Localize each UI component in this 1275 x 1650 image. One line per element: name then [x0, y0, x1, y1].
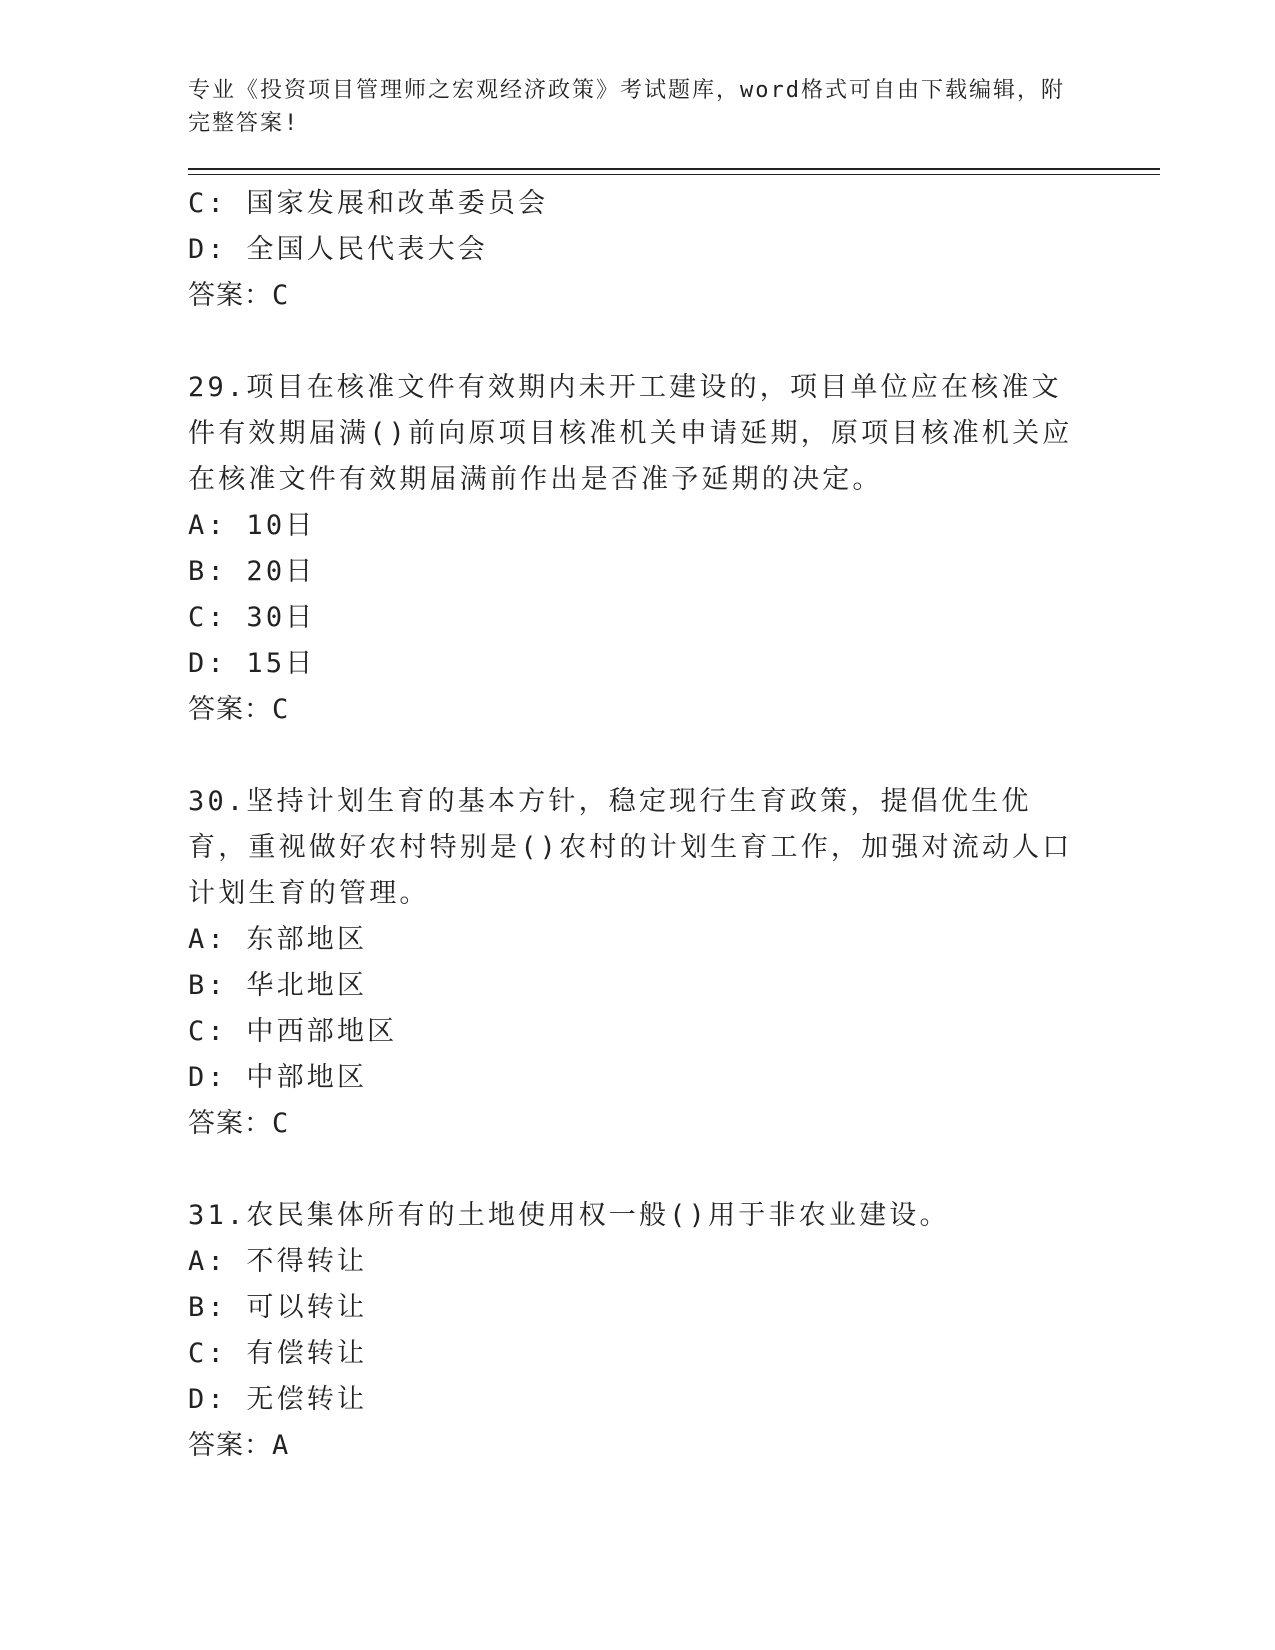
option-a: A: 10日 — [188, 510, 316, 541]
option-c: C: 中西部地区 — [188, 1016, 398, 1047]
answer: 答案：C — [188, 694, 290, 725]
spacer — [188, 733, 1158, 779]
document-page — [188, 74, 1158, 1469]
question-29 — [188, 365, 1158, 733]
option-d: D: 无偿转让 — [188, 1384, 368, 1415]
option-b: B: 可以转让 — [188, 1292, 368, 1323]
answer: 答案：A — [188, 1430, 290, 1461]
option-a: A: 不得转让 — [188, 1246, 368, 1277]
question-stem: 31.农民集体所有的土地使用权一般()用于非农业建设。 — [188, 1200, 950, 1231]
option-b: B: 华北地区 — [188, 970, 368, 1001]
question-31 — [188, 1193, 1158, 1469]
question-stem: 30.坚持计划生育的基本方针，稳定现行生育政策，提倡优生优育，重视做好农村特别是()农村的计划生育工作，加强对流动人口计划生育的管理。 — [188, 786, 1073, 909]
answer: 答案：C — [188, 1108, 290, 1139]
answer: 答案：C — [188, 280, 290, 311]
option-c: C: 有偿转让 — [188, 1338, 368, 1369]
spacer — [188, 319, 1158, 365]
partial-question — [188, 181, 1158, 319]
question-list — [188, 181, 1158, 1469]
option-d: D: 15日 — [188, 648, 316, 679]
header-divider — [188, 168, 1160, 175]
option-d: D: 全国人民代表大会 — [188, 234, 488, 265]
document-header: 专业《投资项目管理师之宏观经济政策》考试题库，word格式可自由下载编辑，附完整答案! — [188, 78, 1065, 136]
option-d: D: 中部地区 — [188, 1062, 368, 1093]
question-30 — [188, 779, 1158, 1147]
spacer — [188, 1147, 1158, 1193]
option-c: C: 国家发展和改革委员会 — [188, 188, 549, 219]
option-c: C: 30日 — [188, 602, 316, 633]
option-a: A: 东部地区 — [188, 924, 368, 955]
option-b: B: 20日 — [188, 556, 316, 587]
question-stem: 29.项目在核准文件有效期内未开工建设的，项目单位应在核准文件有效期届满()前向原项目核准机关申请延期，原项目核准机关应在核准文件有效期届满前作出是否准予延期的决定。 — [188, 372, 1073, 495]
